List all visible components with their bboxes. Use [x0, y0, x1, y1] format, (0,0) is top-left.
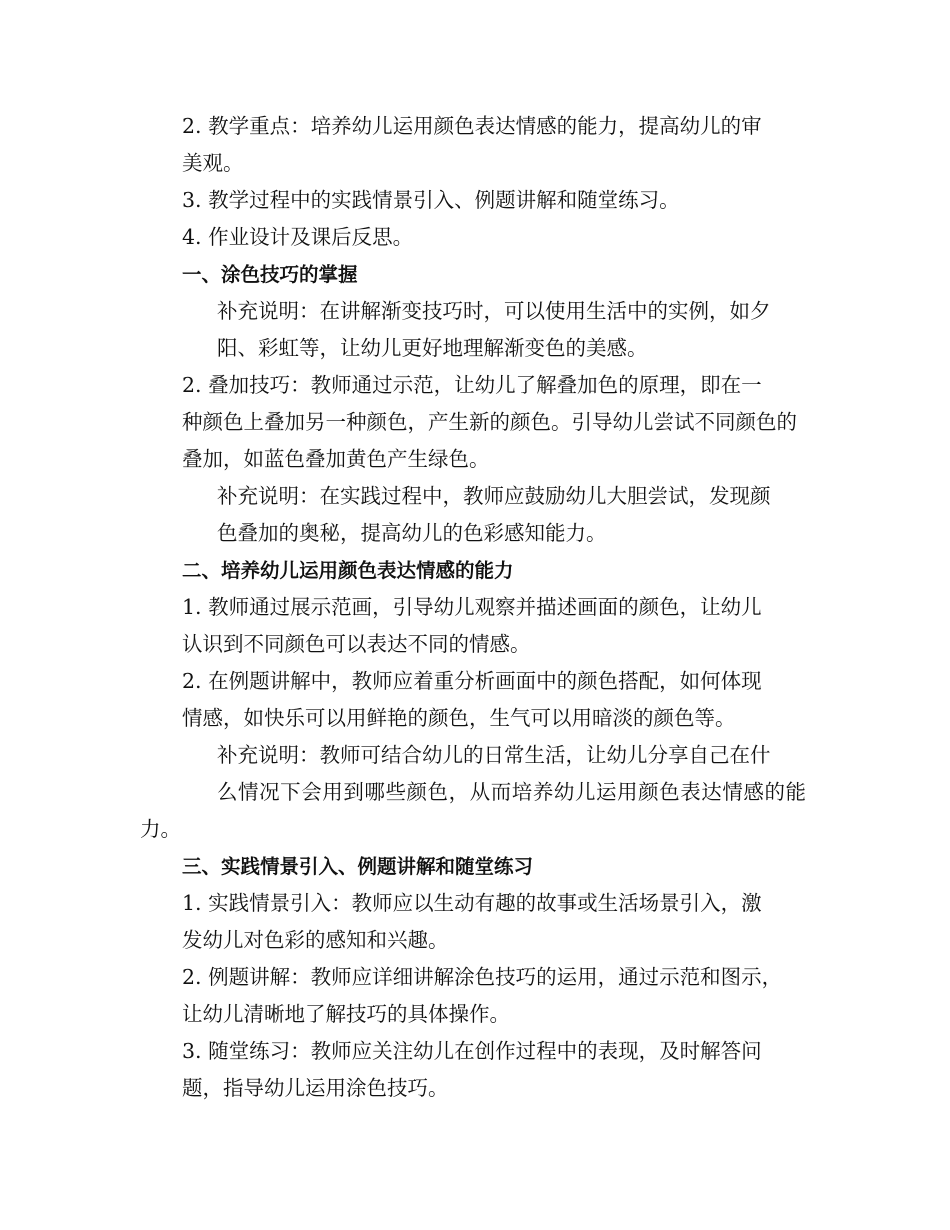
supplement-paragraph: [140, 737, 806, 848]
list-item-paragraph: [140, 589, 806, 663]
text-line: 认识到不同颜色可以表达不同的情感。: [182, 632, 531, 656]
text-line: 4. 作业设计及课后反思。: [182, 225, 414, 249]
text-line: 阳、彩虹等，让幼儿更好地理解渐变色的美感。: [217, 336, 648, 360]
text-line: 1. 教师通过展示范画，引导幼儿观察并描述画面的颜色，让幼儿: [182, 595, 762, 619]
text-line: 2. 教学重点：培养幼儿运用颜色表达情感的能力，提高幼儿的审: [182, 114, 762, 138]
section-heading: [140, 848, 806, 885]
supplement-paragraph: [140, 293, 806, 367]
text-line: 情感，如快乐可以用鲜艳的颜色，生气可以用暗淡的颜色等。: [182, 706, 736, 730]
list-item-paragraph: [140, 367, 806, 478]
text-line: 2. 例题讲解：教师应详细讲解涂色技巧的运用，通过示范和图示，: [182, 965, 783, 989]
section-heading: [140, 552, 806, 589]
text-line: 题，指导幼儿运用涂色技巧。: [182, 1076, 449, 1100]
text-line: 发幼儿对色彩的感知和兴趣。: [182, 928, 449, 952]
text-line: 1. 实践情景引入：教师应以生动有趣的故事或生活场景引入，激: [182, 891, 762, 915]
list-item-paragraph: [140, 1033, 806, 1107]
text-line: 2. 在例题讲解中，教师应着重分析画面中的颜色搭配，如何体现: [182, 669, 762, 693]
text-line: 让幼儿清晰地了解技巧的具体操作。: [182, 1002, 510, 1026]
text-line: 二、培养幼儿运用颜色表达情感的能力: [182, 559, 514, 582]
text-line: 3. 教学过程中的实践情景引入、例题讲解和随堂练习。: [182, 188, 680, 212]
text-line: 叠加，如蓝色叠加黄色产生绿色。: [182, 447, 490, 471]
text-line: 么情况下会用到哪些颜色，从而培养幼儿运用颜色表达情感的能力。: [140, 780, 806, 841]
document-page: [140, 108, 806, 1107]
text-line: 一、涂色技巧的掌握: [182, 263, 358, 286]
list-item-paragraph: [140, 959, 806, 1033]
text-line: 2. 叠加技巧：教师通过示范，让幼儿了解叠加色的原理，即在一: [182, 373, 762, 397]
text-line: 美观。: [182, 151, 244, 175]
text-line: 3. 随堂练习：教师应关注幼儿在创作过程中的表现，及时解答问: [182, 1039, 762, 1063]
text-line: 三、实践情景引入、例题讲解和随堂练习: [182, 855, 534, 878]
text-line: 补充说明：教师可结合幼儿的日常生活，让幼儿分享自己在什: [217, 743, 771, 767]
list-item-paragraph: [140, 219, 806, 256]
section-heading: [140, 256, 806, 293]
text-line: 补充说明：在实践过程中，教师应鼓励幼儿大胆尝试，发现颜: [217, 484, 771, 508]
supplement-paragraph: [140, 478, 806, 552]
text-line: 种颜色上叠加另一种颜色，产生新的颜色。引导幼儿尝试不同颜色的: [182, 410, 797, 434]
list-item-paragraph: [140, 885, 806, 959]
text-line: 色叠加的奥秘，提高幼儿的色彩感知能力。: [217, 521, 607, 545]
text-line: 补充说明：在讲解渐变技巧时，可以使用生活中的实例，如夕: [217, 299, 771, 323]
list-item-paragraph: [140, 663, 806, 737]
list-item-paragraph: [140, 108, 806, 182]
list-item-paragraph: [140, 182, 806, 219]
